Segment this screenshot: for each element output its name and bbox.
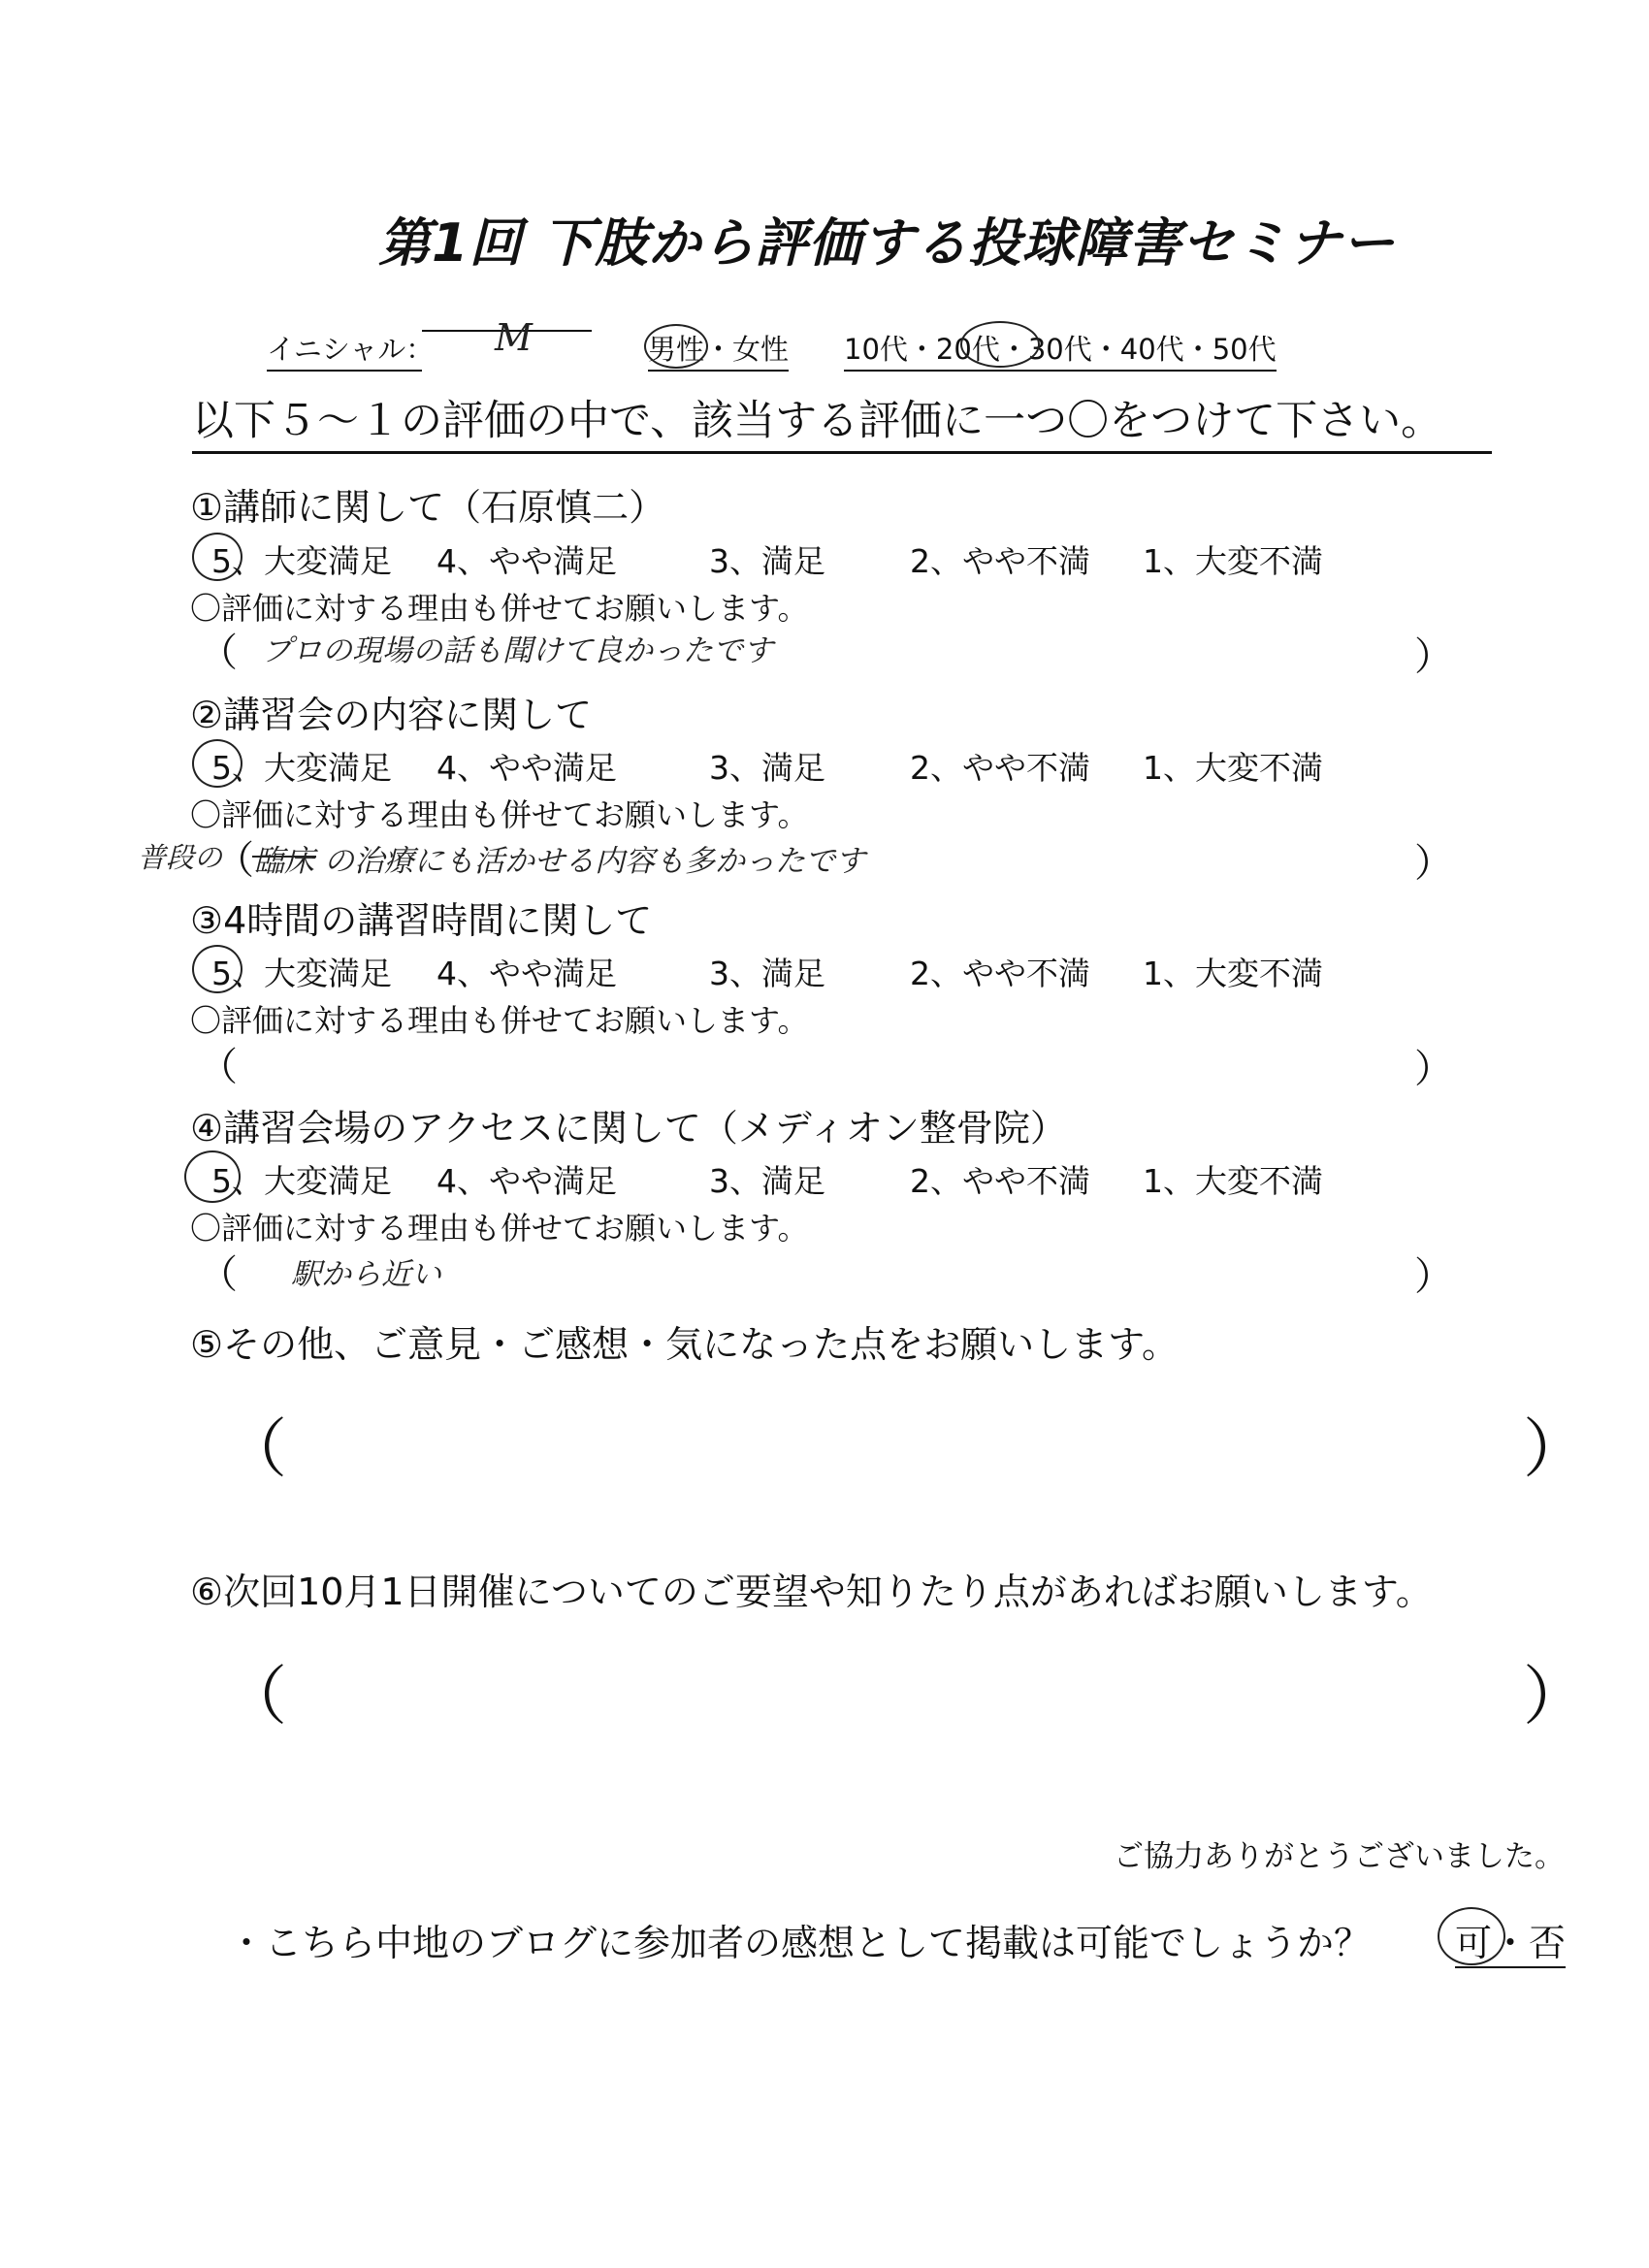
question-1-reason-prompt: 〇評価に対する理由も併せてお願いします。: [190, 590, 809, 627]
age-separator: ・: [907, 333, 936, 366]
question-1-selection-circle: [192, 533, 242, 581]
rating-5[interactable]: 5、大変満足: [211, 955, 392, 992]
instruction: 以下５～１の評価の中で、該当する評価に一つ〇をつけて下さい。: [192, 388, 1492, 454]
question-5-heading: ⑤その他、ご意見・ご感想・気になった点をお願いします。: [190, 1323, 1180, 1366]
age-selection-circle: [960, 321, 1040, 368]
gender-selection-circle: [644, 324, 708, 369]
age-options: [844, 328, 1277, 372]
question-6-heading: ⑥次回10月1日開催についてのご要望や知りたり点があればお願いします。: [190, 1571, 1433, 1613]
question-1-paren-close: ）: [1414, 634, 1453, 679]
question-3-heading: ③4時間の講習時間に関して: [190, 899, 653, 942]
rating-3[interactable]: 3、満足: [709, 542, 825, 580]
question-2-selection-circle: [192, 739, 242, 788]
rating-3[interactable]: 3、満足: [709, 1162, 825, 1200]
question-4-reason-prompt: 〇評価に対する理由も併せてお願いします。: [190, 1210, 809, 1247]
strikethrough-mark: [252, 856, 316, 858]
rating-5[interactable]: 5、大変満足: [211, 1162, 392, 1200]
initial-label: イニシャル：: [267, 328, 422, 372]
question-5-paren-close: ）: [1523, 1411, 1587, 1486]
rating-5[interactable]: 5、大変満足: [211, 542, 392, 580]
blog-permission-separator: ・: [1492, 1922, 1530, 1964]
rating-4[interactable]: 4、やや満足: [436, 542, 617, 580]
question-3-paren-close: ）: [1414, 1047, 1453, 1091]
age-separator: ・: [999, 333, 1028, 366]
question-2-answer-struck: 臨床: [254, 844, 314, 879]
question-1-heading: ①講師に関して（石原慎二）: [190, 486, 666, 529]
age-30[interactable]: 30代: [1027, 333, 1092, 366]
question-4-paren-open: （: [199, 1252, 238, 1297]
question-3-paren-open: （: [199, 1045, 238, 1089]
rating-3[interactable]: 3、満足: [709, 955, 825, 992]
blog-permission-question: ・こちら中地のブログに参加者の感想として掲載は可能でしょうか？: [228, 1922, 1372, 1964]
blog-permission-no[interactable]: 否: [1529, 1922, 1567, 1964]
rating-1[interactable]: 1、大変不満: [1143, 1162, 1323, 1200]
rating-4[interactable]: 4、やや満足: [436, 955, 617, 992]
question-2-ratings: [190, 743, 1354, 787]
question-5-paren-open: （: [223, 1411, 287, 1486]
rating-2[interactable]: 2、やや不満: [910, 955, 1090, 992]
thanks-message: ご協力ありがとうございました。: [1114, 1839, 1565, 1874]
age-separator: ・: [1091, 333, 1120, 366]
age-40[interactable]: 40代: [1119, 333, 1184, 366]
question-4-answer[interactable]: 駅から近い: [291, 1257, 441, 1292]
rating-2[interactable]: 2、やや不満: [910, 542, 1090, 580]
rating-1[interactable]: 1、大変不満: [1143, 542, 1323, 580]
rating-4[interactable]: 4、やや満足: [436, 1162, 617, 1200]
rating-3[interactable]: 3、満足: [709, 749, 825, 787]
gender-female[interactable]: 女性: [732, 333, 790, 366]
age-separator: ・: [1183, 333, 1212, 366]
question-4-paren-close: ）: [1414, 1254, 1453, 1299]
rating-1[interactable]: 1、大変不満: [1143, 749, 1323, 787]
age-50[interactable]: 50代: [1212, 333, 1277, 366]
question-1-ratings: [190, 536, 1354, 580]
question-2-heading: ②講習会の内容に関して: [190, 694, 593, 736]
question-1-paren-open: （: [199, 631, 238, 675]
question-2-reason-prompt: 〇評価に対する理由も併せてお願いします。: [190, 796, 809, 833]
rating-4[interactable]: 4、やや満足: [436, 749, 617, 787]
blog-permission-selection-circle: [1438, 1907, 1505, 1965]
age-20[interactable]: 20代: [935, 333, 1000, 366]
question-3-selection-circle: [192, 945, 242, 993]
rating-2[interactable]: 2、やや不満: [910, 1162, 1090, 1200]
question-4-heading: ④講習会場のアクセスに関して（メディオン整骨院）: [190, 1107, 1067, 1150]
question-6-paren-open: （: [223, 1659, 287, 1733]
question-3-ratings: [190, 949, 1354, 992]
age-10[interactable]: 10代: [844, 333, 908, 366]
question-2-answer[interactable]: の治療にも活かせる内容も多かったです: [324, 844, 865, 879]
question-2-paren-open: （: [215, 838, 254, 883]
rating-2[interactable]: 2、やや不満: [910, 749, 1090, 787]
question-4-ratings: [190, 1156, 1354, 1200]
initial-value: M: [495, 316, 533, 359]
question-4-selection-circle: [184, 1150, 241, 1203]
rating-1[interactable]: 1、大変不満: [1143, 955, 1323, 992]
blog-permission-yes[interactable]: 可: [1455, 1922, 1493, 1964]
question-2-paren-close: ）: [1414, 841, 1453, 886]
question-2-answer-prefix: 普段の: [138, 841, 223, 874]
question-1-answer[interactable]: プロの現場の話も聞けて良かったです: [262, 633, 773, 668]
form-title: 第1回 下肢から評価する投球障害セミナー: [378, 212, 1396, 274]
question-3-reason-prompt: 〇評価に対する理由も併せてお願いします。: [190, 1002, 809, 1039]
gender-separator: ・: [704, 333, 733, 366]
rating-5[interactable]: 5、大変満足: [211, 749, 392, 787]
gender-male[interactable]: 男性: [648, 333, 705, 366]
question-6-paren-close: ）: [1523, 1659, 1587, 1733]
